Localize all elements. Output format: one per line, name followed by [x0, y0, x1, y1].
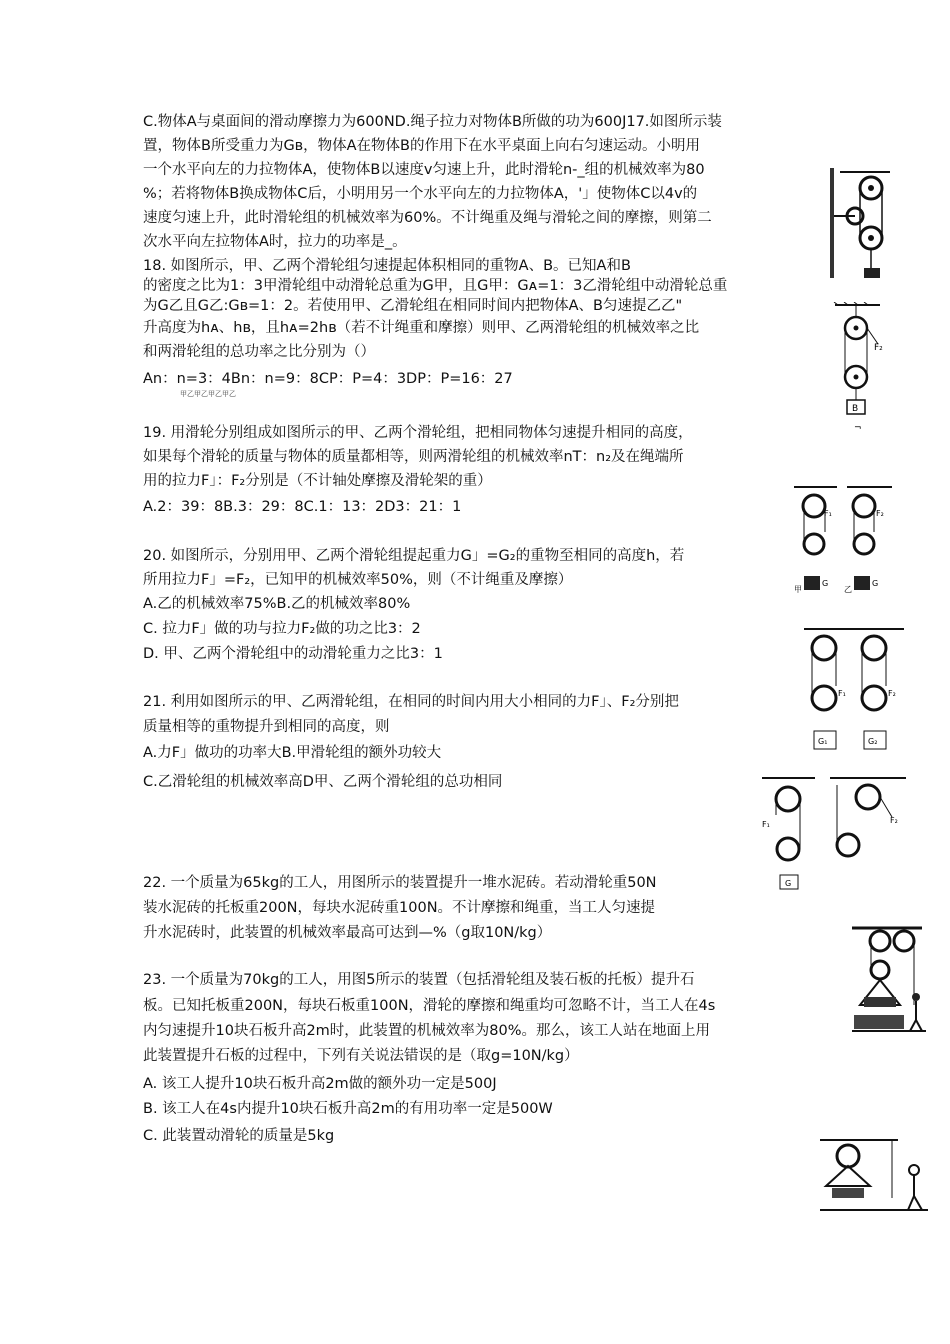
question-23-line: 23. 一个质量为70kg的工人，用图5所示的装置（包括滑轮组及装石板的托板）提升石 — [143, 972, 695, 988]
text-line: 为G乙且G乙:Gʙ=1：2。若使用甲、乙滑轮组在相同时间内把物体A、B匀速提乙乙" — [143, 298, 683, 314]
option-line: C.乙滑轮组的机械效率高D甲、乙两个滑轮组的总功相同 — [143, 774, 503, 790]
text-line: 一个水平向左的力拉物体A，使物体B以速度v匀速上升，此时滑轮n-_组的机械效率为80 — [143, 162, 705, 178]
f1-label: F₁ — [762, 820, 770, 829]
option-line: A.乙的机械效率75%B.乙的机械效率80% — [143, 596, 411, 612]
g-label: G — [785, 879, 792, 888]
g1-label: G₁ — [818, 737, 828, 746]
option-line: A.力F」做功的功率大B.甲滑轮组的额外功较大 — [143, 745, 442, 761]
option-line: C. 此装置动滑轮的质量是5kg — [143, 1128, 335, 1144]
text-line: 板。已知托板重200N，每块石板重100N，滑轮的摩擦和绳重均可忽略不计，当工人在4s — [143, 998, 716, 1014]
text-line: 装水泥砖的托板重200N，每块水泥砖重100N。不计摩擦和绳重，当工人匀速提 — [143, 900, 656, 916]
f2-label: F₂ — [876, 509, 884, 518]
g-label: G — [822, 579, 829, 588]
pulley-figure-20 — [802, 626, 906, 758]
f2-label: F₂ — [890, 816, 898, 825]
question-22-line: 22. 一个质量为65kg的工人，用图所示的装置提升一堆水泥砖。若动滑轮重50N — [143, 875, 657, 891]
text-line: 用的拉力F」：F₂分别是（不计轴处摩擦及滑轮架的重） — [143, 473, 492, 489]
question-19-line: 19. 用滑轮分别组成如图所示的甲、乙两个滑轮组，把相同物体匀速提升相同的高度， — [143, 425, 693, 441]
option-line: D. 甲、乙两个滑轮组中的动滑轮重力之比3：1 — [143, 646, 443, 662]
question-21-line: 21. 利用如图所示的甲、乙两滑轮组，在相同的时间内用大小相同的力F」、F₂分别把 — [143, 694, 679, 710]
jia-label: 甲 — [794, 585, 802, 594]
pulley-figure-21 — [760, 775, 910, 893]
yi-label: 乙 — [844, 585, 852, 594]
question-20-line: 20. 如图所示，分别用甲、乙两个滑轮组提起重力G」=G₂的重物至相同的高度h，若 — [143, 548, 685, 564]
dash-label: ¬ — [854, 423, 862, 432]
text-line: 升水泥砖时，此装置的机械效率最高可达到—%（g取10N/kg） — [143, 925, 552, 941]
question-18-line: 18. 如图所示，甲、乙两个滑轮组匀速提起体积相同的重物A、B。已知A和B — [143, 258, 631, 274]
text-line: 所用拉力F」=F₂，已知甲的机械效率50%，则（不计绳重及摩擦） — [143, 572, 573, 588]
pulley-figure-17 — [830, 168, 892, 278]
f1-label: F₁ — [824, 509, 832, 518]
g-label: G — [872, 579, 879, 588]
text-line: 质量相等的重物提升到相同的高度，则 — [143, 719, 390, 735]
answer-options-18: An：n=3：4Bn：n=9：8CP：P=4：3DP：P=16：27 — [143, 371, 513, 387]
f1-label: F₁ — [838, 689, 846, 698]
pulley-figure-19 — [792, 484, 894, 602]
option-line: A. 该工人提升10块石板升高2m做的额外功一定是500J — [143, 1076, 497, 1092]
g2-label: G₂ — [868, 737, 878, 746]
f2-label: F₂ — [888, 689, 896, 698]
f2-label: F₂ — [874, 343, 883, 353]
small-note: 甲乙甲乙甲乙甲乙 — [180, 390, 236, 398]
text-line: 速度匀速上升，此时滑轮组的机械效率为60%。不计绳重及绳与滑轮之间的摩擦，则第二 — [143, 210, 712, 226]
text-line: 置，物体B所受重力为Gʙ，物体A在物体B的作用下在水平桌面上向右匀速运动。小明用 — [143, 138, 700, 154]
option-line: C. 拉力F」做的功与拉力F₂做的功之比3：2 — [143, 621, 421, 637]
text-line: 如果每个滑轮的质量与物体的质量都相等，则两滑轮组的机械效率nT：n₂及在绳端所 — [143, 449, 684, 465]
text-line: 和两滑轮组的总功率之比分别为（） — [143, 344, 375, 360]
text-line: 此装置提升石板的过程中，下列有关说法错误的是（取g=10N/kg） — [143, 1048, 579, 1064]
pulley-figure-18 — [830, 302, 890, 432]
b-label: B — [852, 404, 859, 414]
text-line: 的密度之比为1：3甲滑轮组中动滑轮总重为G甲，且G甲：Gᴀ=1：3乙滑轮组中动滑轮总重 — [143, 278, 728, 294]
text-line: 次水平向左拉物体A时，拉力的功率是_。 — [143, 234, 407, 250]
text-line: 内匀速提升10块石板升高2m时，此装置的机械效率为80%。那么，该工人站在地面上用 — [143, 1023, 711, 1039]
worker-figure-22 — [850, 925, 928, 1037]
answer-options-19: A.2：39：8B.3：29：8C.1：13：2D3：21：1 — [143, 499, 462, 515]
text-line: C.物体A与桌面间的滑动摩擦力为600ND.绳子拉力对物体B所做的功为600J17.如图所示装 — [143, 114, 722, 130]
option-line: B. 该工人在4s内提升10块石板升高2m的有用功率一定是500W — [143, 1101, 553, 1117]
worker-figure-23 — [818, 1138, 930, 1214]
text-line: %；若将物体B换成物体C后，小明用另一个水平向左的力拉物体A，'」使物体C以4v的 — [143, 186, 698, 202]
text-line: 升高度为hᴀ、hʙ，且hᴀ=2hʙ（若不计绳重和摩擦）则甲、乙两滑轮组的机械效率之比 — [143, 320, 700, 336]
